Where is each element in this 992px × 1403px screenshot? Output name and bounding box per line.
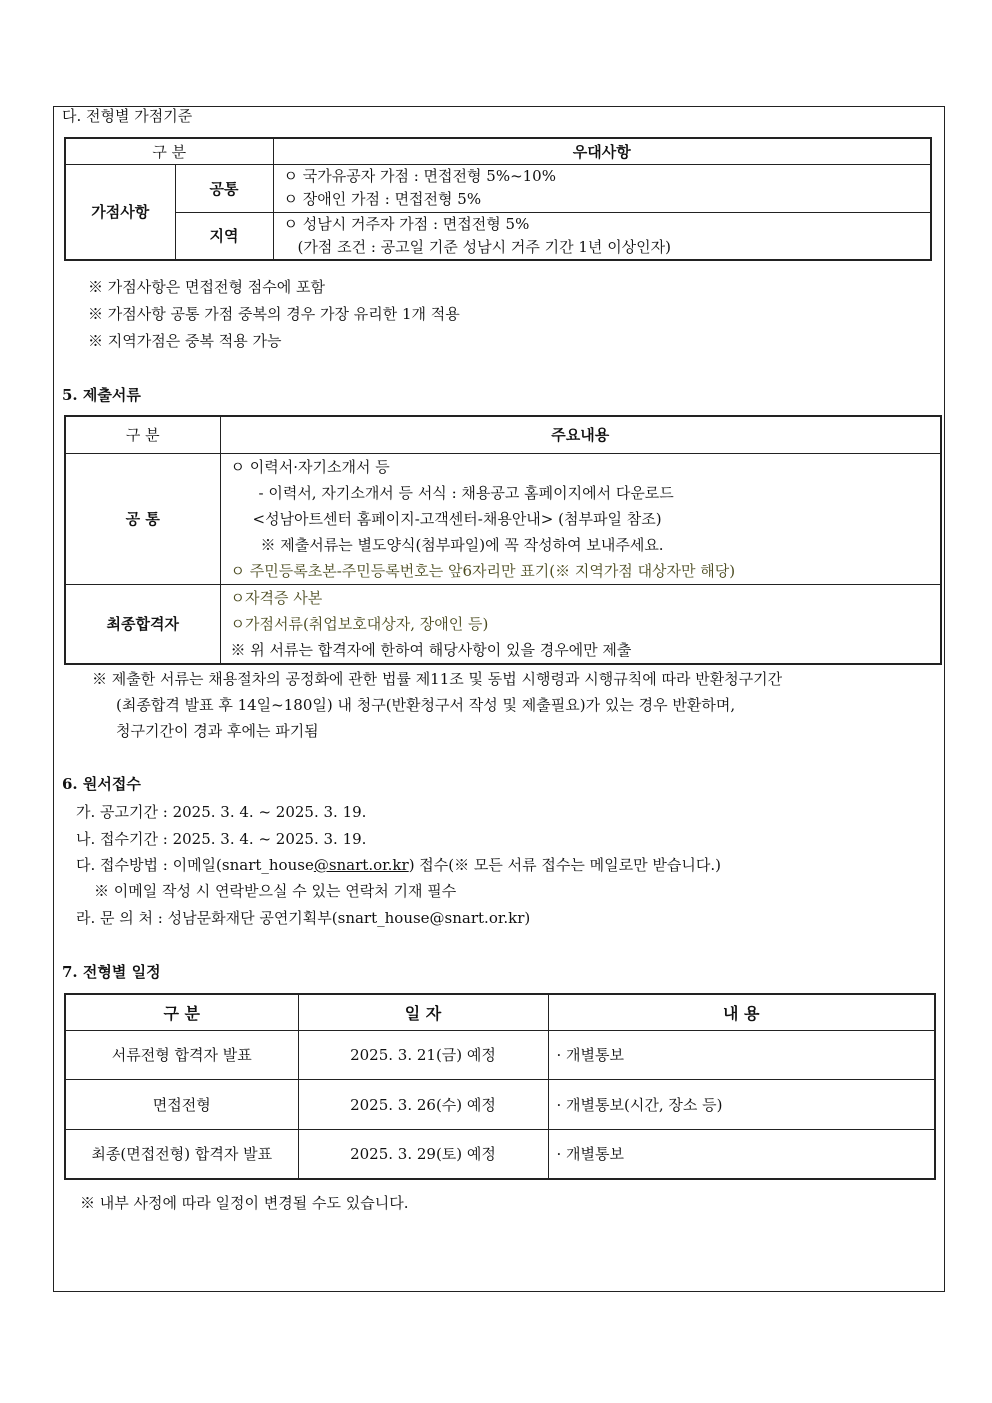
region-bonus-cell — [273, 212, 931, 260]
email-link[interactable]: @snart.or.kr — [313, 856, 409, 874]
return-note-line: ※ 제출한 서류는 채용절차의 공정화에 관한 법률 제11조 및 동법 시행령과 시행규칙에 따라 반환청구기간 — [92, 670, 783, 688]
doc-line: ※ 제출서류는 별도양식(첨부파일)에 꼭 작성하여 보내주세요. — [260, 535, 664, 554]
sub-label-region: 지역 — [175, 212, 273, 260]
schedule-stage: 서류전형 합격자 발표 — [65, 1030, 298, 1079]
documents-row-final-label: 최종합격자 — [65, 584, 220, 664]
bonus-points-table — [64, 137, 932, 261]
documents-row-final-content — [220, 584, 941, 664]
documents-header-category: 구 분 — [65, 416, 220, 453]
sub-label-common: 공통 — [175, 164, 273, 212]
documents-table — [64, 415, 942, 665]
receipt-method — [76, 854, 721, 875]
bonus-note: ※ 지역가점은 중복 적용 가능 — [88, 332, 282, 350]
section-da-title: 다. 전형별 가점기준 — [62, 107, 193, 125]
schedule-date: 2025. 3. 26(수) 예정 — [298, 1079, 548, 1129]
schedule-header-content: 내 용 — [548, 994, 935, 1030]
documents-row-common-content — [220, 453, 941, 584]
doc-line-resident: ㅇ 주민등록초본-주민등록번호는 앞6자리만 표기(※ 지역가점 대상자만 해당) — [230, 561, 736, 580]
common-bonus-cell — [273, 164, 931, 212]
receipt-period: 나. 접수기간 : 2025. 3. 4. ~ 2025. 3. 19. — [76, 830, 367, 848]
doc-line: ※ 위 서류는 합격자에 한하여 해당사항이 있을 경우에만 제출 — [230, 640, 632, 659]
region-bonus-condition: (가점 조건 : 공고일 기준 성남시 거주 기간 1년 이상인자) — [297, 237, 672, 256]
doc-line: <성남아트센터 홈페이지-고객센터-채용안내> (첨부파일 참조) — [252, 509, 662, 528]
bonus-note: ※ 가점사항 공통 가점 중복의 경우 가장 유리한 1개 적용 — [88, 305, 460, 323]
schedule-stage: 면접전형 — [65, 1079, 298, 1129]
notice-period: 가. 공고기간 : 2025. 3. 4. ~ 2025. 3. 19. — [76, 803, 367, 821]
schedule-header-category: 구 분 — [65, 994, 298, 1030]
section5-title: 5. 제출서류 — [62, 386, 141, 404]
bonus-note: ※ 가점사항은 면접전형 점수에 포함 — [88, 278, 325, 296]
schedule-content: · 개별통보 — [548, 1030, 935, 1079]
schedule-table — [64, 993, 936, 1180]
receipt-method-suffix: ) 접수(※ 모든 서류 접수는 메일로만 받습니다.) — [408, 856, 721, 874]
doc-line: ㅇ자격증 사본 — [230, 588, 323, 607]
return-note-line: 청구기간이 경과 후에는 파기됨 — [116, 722, 319, 740]
section7-title: 7. 전형별 일정 — [62, 963, 161, 981]
common-bonus-line: ㅇ 국가유공자 가점 : 면접전형 5%~10% — [283, 167, 556, 185]
return-note-line: (최종합격 발표 후 14일~180일) 내 청구(반환청구서 작성 및 제출필요)가 있는 경우 반환하며, — [116, 696, 736, 714]
section6-title: 6. 원서접수 — [62, 775, 141, 793]
table-header-preferences: 우대사항 — [273, 138, 931, 164]
row-label-bonus: 가점사항 — [65, 164, 175, 260]
region-bonus-line: ㅇ 성남시 거주자 가점 : 면접전형 5% — [283, 214, 530, 233]
schedule-content: · 개별통보 — [548, 1129, 935, 1179]
doc-line: - 이력서, 자기소개서 등 서식 : 채용공고 홈페이지에서 다운로드 — [258, 483, 674, 502]
schedule-date: 2025. 3. 21(금) 예정 — [298, 1030, 548, 1079]
table-header-category: 구 분 — [65, 138, 273, 164]
email-note: ※ 이메일 작성 시 연락받으실 수 있는 연락처 기재 필수 — [94, 882, 457, 900]
doc-line: ㅇ 이력서·자기소개서 등 — [230, 457, 390, 476]
schedule-header-date: 일 자 — [298, 994, 548, 1030]
schedule-date: 2025. 3. 29(토) 예정 — [298, 1129, 548, 1179]
receipt-method-prefix: 다. 접수방법 : 이메일(snart_house — [76, 856, 314, 874]
documents-row-common-label: 공 통 — [65, 453, 220, 584]
schedule-stage: 최종(면접전형) 합격자 발표 — [65, 1129, 298, 1179]
documents-header-content: 주요내용 — [220, 416, 941, 453]
doc-line: ㅇ가점서류(취업보호대상자, 장애인 등) — [230, 614, 489, 633]
schedule-content: · 개별통보(시간, 장소 등) — [548, 1079, 935, 1129]
schedule-note: ※ 내부 사정에 따라 일정이 변경될 수도 있습니다. — [80, 1194, 409, 1212]
inquiry: 라. 문 의 처 : 성남문화재단 공연기획부(snart_house@snart.or.kr) — [76, 909, 531, 927]
common-bonus-line: ㅇ 장애인 가점 : 면접전형 5% — [283, 190, 482, 208]
